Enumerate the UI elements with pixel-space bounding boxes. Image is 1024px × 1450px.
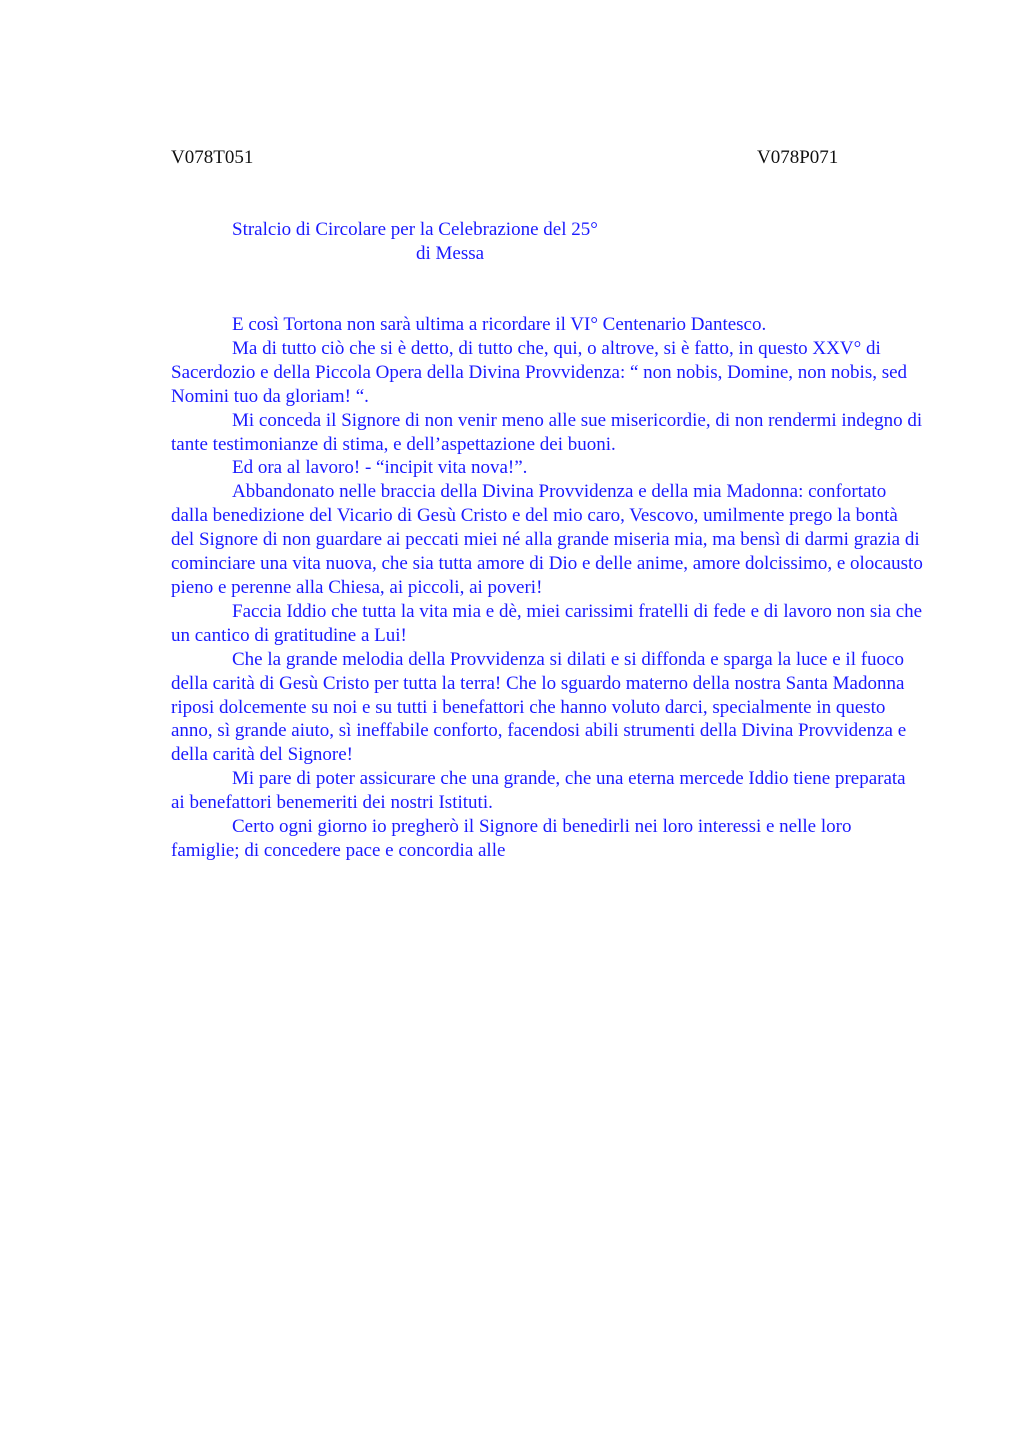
title-line-1: Stralcio di Circolare per la Celebrazione del 25° (232, 219, 598, 240)
paragraph: Abbandonato nelle braccia della Divina Provvidenza e della mia Madonna: confortato dalla benedizione del Vicario di Gesù Cristo e del mio caro, Vescovo, umilmente prego la bontà del Signore di non guardare ai peccati miei né alla grande miseria mia, ma bensì di darmi grazia di cominciare una vita nuova, che sia tutta amore di Dio e delle anime, amore dolcissimo, e olocausto pieno e perenne alla Chiesa, ai piccoli, ai poveri! (171, 481, 923, 598)
paragraph: Che la grande melodia della Provvidenza si dilati e si diffonda e sparga la luce e il fuoco della carità di Gesù Cristo per tutta la terra! Che lo sguardo materno della nostra Santa Madonna riposi dolcemente su noi e su tutti i benefattori che hanno voluto darci, specialmente in questo anno, sì grande aiuto, sì ineffabile conforto, facendosi abili strumenti della Divina Provvidenza e della carità del Signore! (171, 648, 907, 766)
paragraph: Ed ora al lavoro! - “incipit vita nova!”. (232, 457, 528, 479)
paragraph: Faccia Iddio che tutta la vita mia e dè, miei carissimi fratelli di fede e di lavoro non sia che un cantico di gratitudine a Lui! (171, 600, 923, 646)
paragraph: Ma di tutto ciò che si è detto, di tutto che, qui, o altrove, si è fatto, in questo XXV° di Sacerdozio e della Piccola Opera della Divina Provvidenza: “ non nobis, Domine, non nobis, sed Nomini tuo da gloriam! “. (171, 337, 908, 407)
title-line-2: di Messa (416, 243, 485, 264)
paragraph: Mi conceda il Signore di non venir meno alle sue misericordie, di non rendermi indegno di tante testimonianze di stima, e dell’aspettazione dei buoni. (171, 409, 923, 455)
paragraph: Certo ogni giorno io pregherò il Signore di benedirli nei loro interessi e nelle loro famiglie; di concedere pace e concordia alle (171, 816, 852, 861)
document-title (171, 218, 691, 266)
paragraph: E così Tortona non sarà ultima a ricordare il VI° Centenario Dantesco. (232, 314, 767, 335)
paragraph: Mi pare di poter assicurare che una grande, che una eterna mercede Iddio tiene preparata ai benefattori benemeriti dei nostri Istituti. (171, 768, 906, 814)
document-code-left: V078T051 (171, 147, 254, 168)
document-body (171, 313, 923, 863)
document-code-right: V078P071 (757, 147, 839, 168)
